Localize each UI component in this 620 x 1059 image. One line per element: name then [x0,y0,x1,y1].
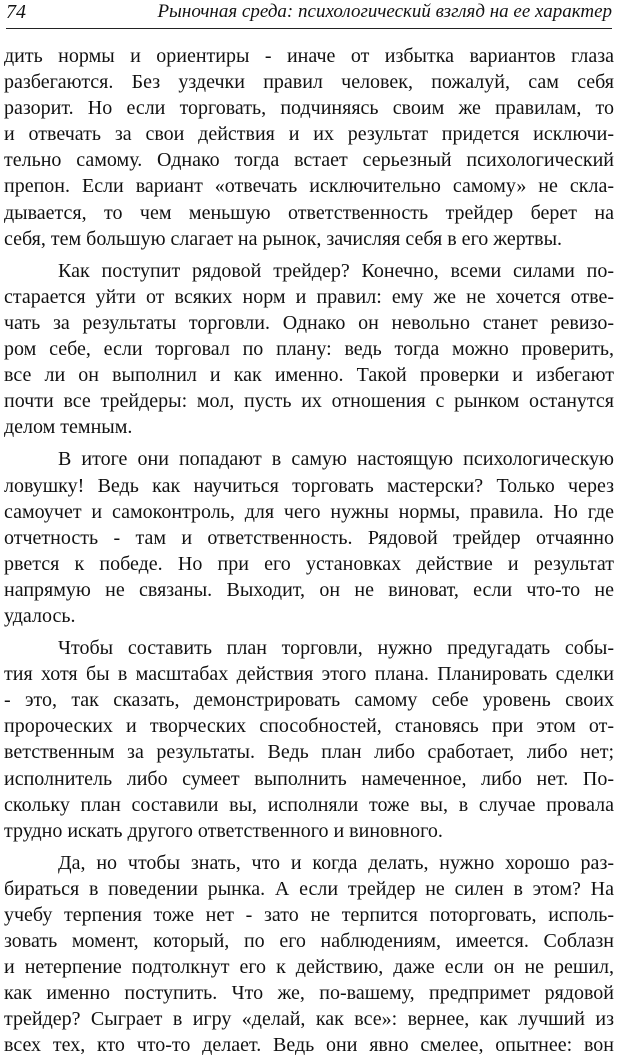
text-line: трейдер? Сыграет в игру «делай, как все»: вернее, как лучший из [4,1008,614,1031]
text-line: ловушку! Ведь как научиться торговать мастерски? Только через [4,474,614,497]
text-line: себя, тем большую слагает на рынок, зачисляя себя в его жертвы. [4,227,563,250]
text-line: напрямую не связаны. Выходит, он не виноват, если что-то не [4,578,614,601]
text-line: всех тех, кто что-то делает. Ведь они явно смелее, опытнее: вон [4,1034,614,1057]
text-line: разорит. Но если торговать, подчиняясь своим же правилам, то [4,97,614,120]
text-line: разбегаются. Без уздечки правил человек, пожалуй, сам себя [4,71,614,94]
paragraph [4,446,614,629]
text-line: все ли он выполнил и как именно. Такой проверки и избегают [4,364,614,387]
text-line: старается уйти от всяких норм и правил: ему же не хочется отве- [4,285,614,308]
text-line: удалось. [4,604,76,627]
page-number: 74 [6,1,26,23]
text-line: зовать момент, который, по его наблюдениям, имеется. Соблазн [4,930,614,953]
text-line: как именно поступить. Что же, по-вашему, предпримет рядовой [4,982,614,1005]
text-line: ром себе, если торговал по плану: ведь тогда можно проверить, [4,338,614,361]
text-line: тельно самому. Однако тогда встает серьезный психологический [4,149,614,172]
paragraph [4,258,614,441]
text-line: дить нормы и ориентиры - иначе от избытка вариантов глаза [4,45,614,67]
text-line: самоучет и самоконтроль, для чего нужны нормы, правила. Но где [4,500,614,523]
text-line: - это, так сказать, демонстрировать самому себе уровень своих [4,689,614,712]
page-body [4,43,614,1059]
text-line: Да, но чтобы знать, что и когда делать, нужно хорошо раз- [58,851,614,874]
text-line: скольку план составили вы, исполняли тоже вы, в случае провала [4,793,614,816]
text-line: делом темным. [4,416,133,439]
text-line: чать за результаты торговли. Однако он невольно станет ревизо- [4,311,614,334]
text-line: рвется к победе. Но при его установках действие и результат [4,552,614,575]
text-line: тия хотя бы в масштабах действия этого плана. Планировать сделки [4,663,614,686]
paragraph [4,850,614,1059]
text-line: бираться в поведении рынка. А если трейдер не силен в этом? На [4,877,614,900]
text-line: дывается, то чем меньшую ответственность трейдер берет на [4,201,614,224]
text-line: Как поступит рядовой трейдер? Конечно, всеми силами по- [58,259,614,282]
text-line: В итоге они попадают в самую настоящую психологическую [58,448,614,471]
text-line: препон. Если вариант «отвечать исключительно самому» не скла- [4,175,614,198]
text-line: почти все трейдеры: мол, пусть их отношения с рынком останутся [4,390,614,413]
text-line: учебу терпения тоже нет - зато не терпится поторговать, исполь- [4,904,614,926]
text-line: ветственным за результаты. Ведь план либо сработает, либо нет; [4,741,614,764]
paragraph [4,43,614,252]
text-line: Чтобы составить план торговли, нужно предугадать собы- [58,637,614,660]
text-line: и нетерпение подтолкнут его к действию, даже если он не решил, [4,956,614,979]
page-header [6,0,612,29]
text-line: отчетность - там и ответственность. Рядовой трейдер отчаянно [4,526,614,549]
paragraph [4,635,614,844]
text-line: и отвечать за свои действия и их результат придется исключи- [4,123,614,146]
text-line: трудно искать другого ответственного и виновного. [4,819,443,842]
running-title: Рыночная среда: психологический взгляд на ее характер [157,1,612,22]
text-line: исполнитель либо сумеет выполнить намеченное, либо нет. По- [4,767,614,790]
text-line: пророческих и творческих способностей, становясь при этом от- [4,715,614,738]
